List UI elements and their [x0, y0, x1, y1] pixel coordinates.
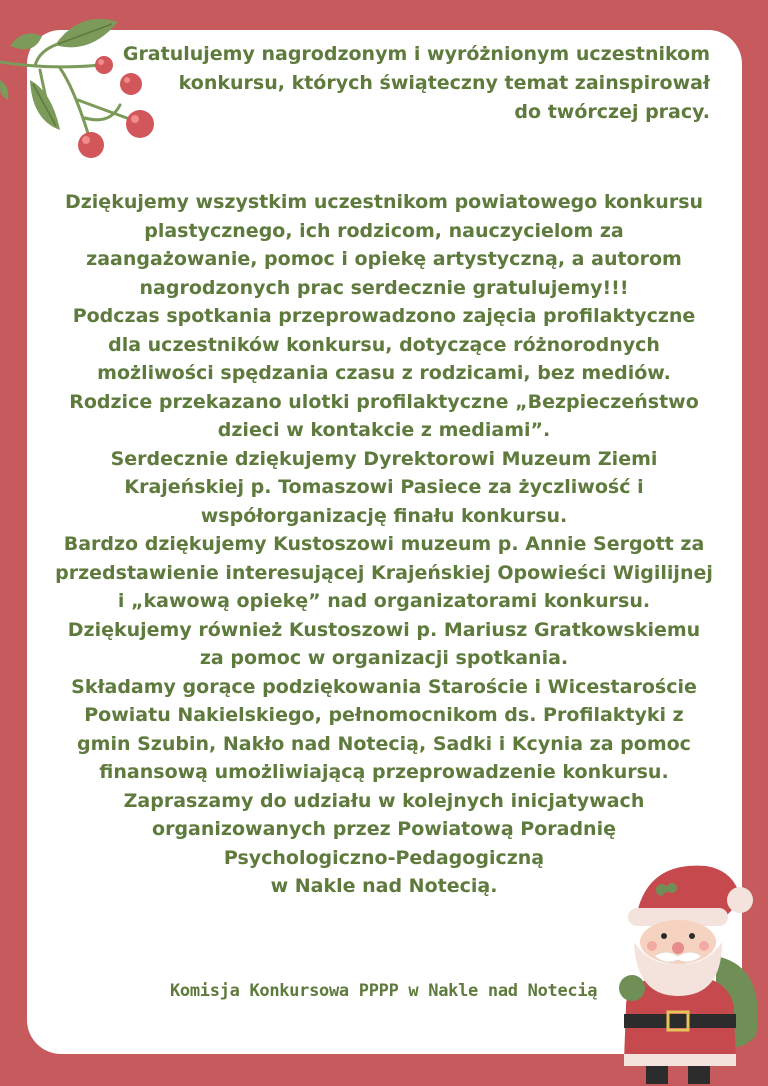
- body-line: Dziękujemy wszystkim uczestnikom powiatowego konkursu: [64, 191, 704, 213]
- body-line: Dziękujemy również Kustoszowi p. Mariusz Gratkowskiemu: [67, 618, 701, 641]
- body-line: za pomoc w organizacji spotkania.: [199, 647, 569, 669]
- signature: Komisja Konkursowa PPPP w Nakle nad Notecią: [170, 981, 598, 1001]
- body-line: Podczas spotkania przeprowadzono zajęcia profilaktyczne: [72, 305, 696, 327]
- body-line: współorganizację finału konkursu.: [200, 504, 568, 527]
- intro-line: konkursu, których świąteczny temat zainspirował: [178, 72, 710, 94]
- body-line: możliwości spędzania czasu z rodzicami, bez mediów.: [97, 362, 671, 384]
- body-line: przedstawienie interesującej Krajeńskiej Opowieści Wigilijnej: [55, 561, 713, 584]
- body-line: dla uczestników konkursu, dotyczące różnorodnych: [108, 333, 660, 356]
- body-line: gmin Szubin, Nakło nad Notecią, Sadki i Kcynia za pomoc: [77, 732, 691, 755]
- body-line: nagrodzonych prac serdecznie gratulujemy!!!: [139, 276, 629, 299]
- body-line: Serdecznie dziękujemy Dyrektorowi Muzeum Ziemi: [110, 447, 658, 470]
- body-line: Rodzice przekazano ulotki profilaktyczne „Bezpieczeństwo: [69, 390, 699, 413]
- body-line: Krajeńskiej p. Tomaszowi Pasiece za życzliwość i: [124, 476, 644, 498]
- body-line: w Nakle nad Notecią.: [270, 875, 498, 897]
- body-line: Bardzo dziękujemy Kustoszowi muzeum p. Annie Sergott za: [63, 533, 705, 555]
- body-line: organizowanych przez Powiatową Poradnię: [152, 818, 616, 840]
- intro-line: do twórczej pracy.: [514, 101, 710, 123]
- intro-text: [110, 40, 710, 127]
- body-line: zaangażowanie, pomoc i opiekę artystyczną, a autorom: [86, 248, 682, 270]
- santa-claus-icon: [606, 856, 766, 1086]
- body-line: finansową umożliwiającą przeprowadzenie konkursu.: [99, 761, 669, 783]
- body-line: dzieci w kontakcie z mediami”.: [217, 419, 551, 441]
- body-line: i „kawową opiekę” nad organizatorami konkursu.: [117, 590, 651, 612]
- body-line: Zapraszamy do udziału w kolejnych inicjatywach: [123, 789, 645, 812]
- body-line: Psychologiczno-Pedagogiczną: [223, 846, 545, 869]
- body-line: Składamy gorące podziękowania Staroście i Wicestaroście: [71, 675, 697, 698]
- body-line: Powiatu Nakielskiego, pełnomocnikom ds. Profilaktyki z: [84, 704, 684, 726]
- main-text: [40, 188, 728, 901]
- intro-line: Gratulujemy nagrodzonym i wyróżnionym uczestnikom: [122, 43, 710, 65]
- body-line: plastycznego, ich rodzicom, nauczycielom za: [144, 219, 624, 242]
